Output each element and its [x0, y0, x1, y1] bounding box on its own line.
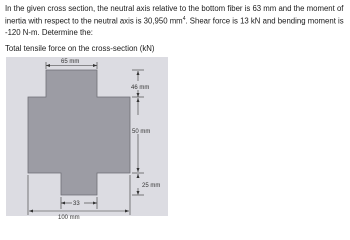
- bottom-width-label: 100 mm: [58, 215, 80, 221]
- cross-section-figure: [6, 57, 168, 221]
- problem-line-2-text: inertia with respect to the neutral axis is 30,950 mm: [5, 16, 183, 26]
- h1-label: 46 mm: [131, 85, 150, 91]
- stem-width-label: 33: [73, 201, 80, 207]
- cross-section-drawing: [6, 57, 168, 221]
- exponent: 4: [182, 16, 186, 22]
- problem-line-3: -120 N-m. Determine the:: [5, 27, 93, 37]
- h3-label: 25 mm: [142, 183, 161, 189]
- problem-line-2: [5, 14, 347, 27]
- question-prompt: Total tensile force on the cross-section (kN): [5, 44, 155, 53]
- h2-label: 50 mm: [132, 129, 151, 135]
- top-width-label: 65 mm: [61, 59, 80, 65]
- problem-line-2-rest: . Shear force is 13 kN and bending moment is: [185, 16, 344, 26]
- problem-statement: [5, 3, 347, 38]
- problem-line-1: In the given cross section, the neutral axis relative to the bottom fiber is 63 mm and the moment of: [5, 4, 344, 13]
